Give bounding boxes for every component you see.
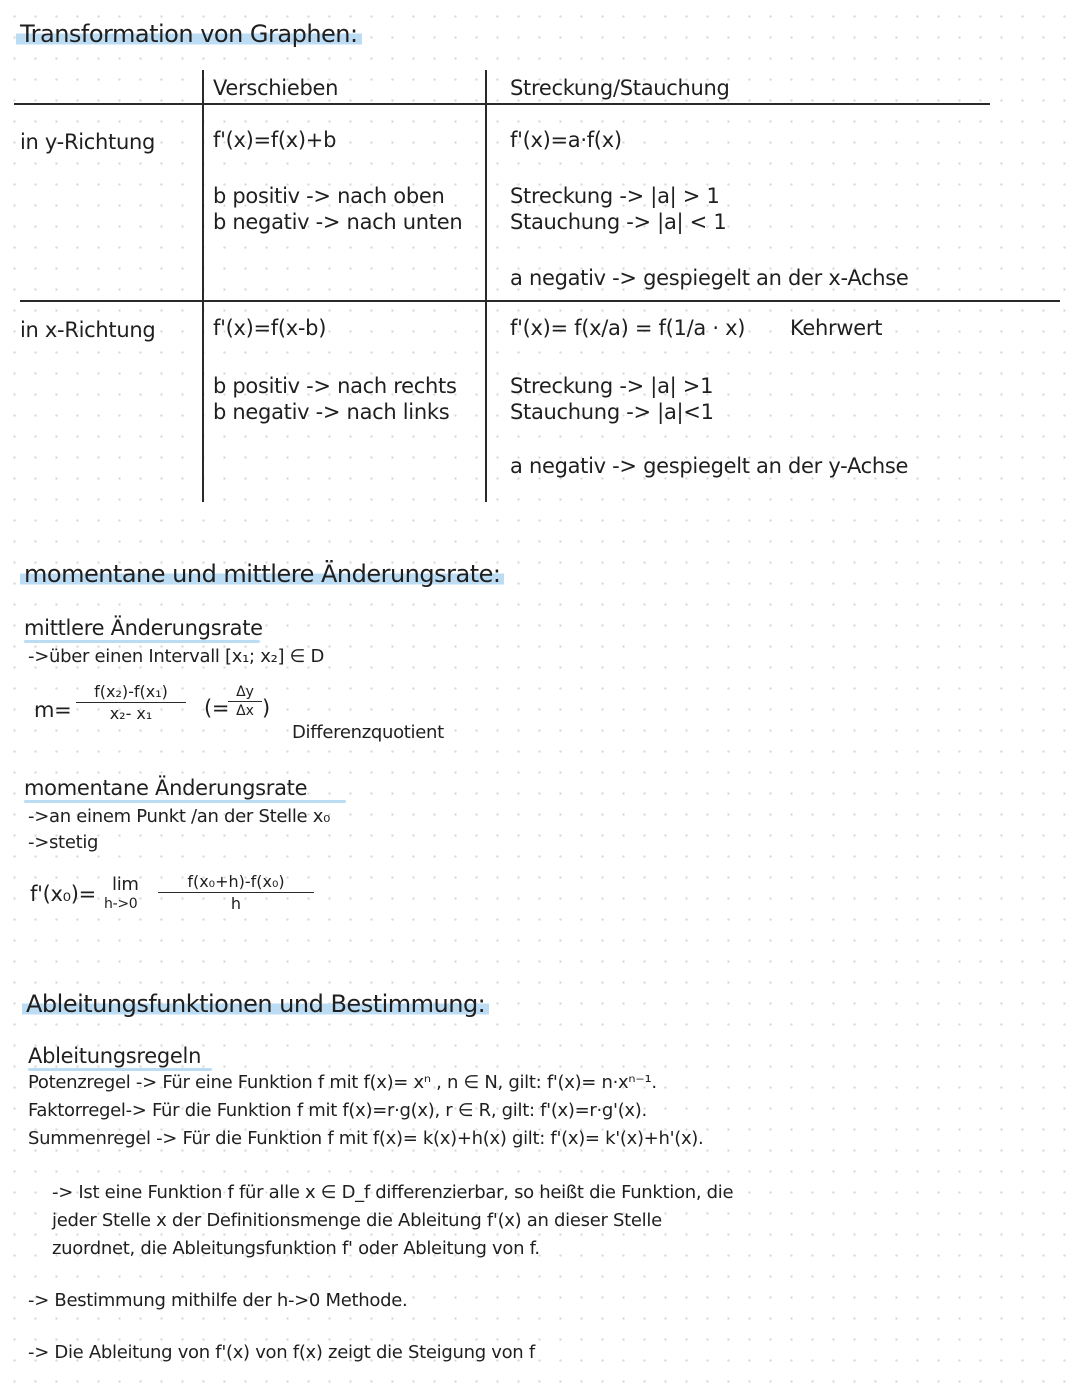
avg-rate-title: mittlere Änderungsrate <box>24 616 263 640</box>
kehrwert-label: Kehrwert <box>790 316 883 340</box>
rules-title: Ableitungsregeln <box>28 1044 202 1068</box>
table-header-rule <box>14 103 990 105</box>
limit-lhs: f'(x₀)= <box>30 882 96 906</box>
inst-rate-title: momentane Änderungsrate <box>24 776 308 800</box>
col-header-shift: Verschieben <box>213 76 339 100</box>
avg-rate-desc: ->über einen Intervall [x₁; x₂] ∈ D <box>28 646 325 667</box>
inst-rate-underline <box>24 800 346 803</box>
m-paren-open: (= <box>204 696 230 720</box>
m-fraction-bar <box>76 702 186 703</box>
definition-line-3: zuordnet, die Ableitungsfunktion f' oder Ableitung von f. <box>52 1238 540 1259</box>
x-shift-negative: b negativ -> nach links <box>213 400 450 424</box>
limit-fraction <box>158 872 314 913</box>
y-stretch-formula: f'(x)=a·f(x) <box>510 128 622 152</box>
col-header-stretch: Streckung/Stauchung <box>510 76 730 100</box>
y-shift-negative: b negativ -> nach unten <box>213 210 463 234</box>
power-rule: Potenzregel -> Für eine Funktion f mit f(x)= xⁿ , n ∈ N, gilt: f'(x)= n·xⁿ⁻¹. <box>28 1072 657 1093</box>
inst-rate-desc-1: ->an einem Punkt /an der Stelle x₀ <box>28 806 330 827</box>
heading-derivatives: Ableitungsfunktionen und Bestimmung: <box>22 990 489 1018</box>
y-shift-formula: f'(x)=f(x)+b <box>213 128 337 152</box>
table-row-rule <box>20 300 1060 302</box>
x-stretch-lt: Stauchung -> |a|<1 <box>510 400 714 424</box>
slope-note: -> Die Ableitung von f'(x) von f(x) zeigt die Steigung von f <box>28 1342 535 1363</box>
y-stretch-lt: Stauchung -> |a| < 1 <box>510 210 727 234</box>
m-denominator: x₂- x₁ <box>109 704 153 723</box>
y-shift-positive: b positiv -> nach oben <box>213 184 445 208</box>
m-fraction <box>76 682 186 723</box>
m-paren-close: ) <box>262 696 270 720</box>
x-mirror-note: a negativ -> gespiegelt an der y-Achse <box>510 454 909 478</box>
table-col-rule-2 <box>485 70 487 502</box>
x-shift-positive: b positiv -> nach rechts <box>213 374 457 398</box>
row-label-y: in y-Richtung <box>20 130 156 154</box>
limit-subscript: h->0 <box>104 896 138 912</box>
definition-line-1: -> Ist eine Funktion f für alle x ∈ D_f differenzierbar, so heißt die Funktion, die <box>52 1182 734 1203</box>
sum-rule: Summenregel -> Für die Funktion f mit f(x)= k(x)+h(x) gilt: f'(x)= k'(x)+h'(x). <box>28 1128 704 1149</box>
limit-numerator: f(x₀+h)-f(x₀) <box>187 872 285 891</box>
rules-underline <box>28 1068 212 1071</box>
h-method-note: -> Bestimmung mithilfe der h->0 Methode. <box>28 1290 408 1311</box>
limit-word: lim <box>112 874 139 895</box>
m-equals: m= <box>34 698 72 722</box>
limit-fraction-bar <box>158 892 314 893</box>
difference-quotient-label: Differenzquotient <box>292 722 444 743</box>
x-stretch-gt: Streckung -> |a| >1 <box>510 374 714 398</box>
heading-rates: momentane und mittlere Änderungsrate: <box>20 560 504 588</box>
heading-transformation: Transformation von Graphen: <box>16 20 362 48</box>
dx: Δx <box>236 703 254 719</box>
dy: Δy <box>236 684 254 700</box>
y-stretch-gt: Streckung -> |a| > 1 <box>510 184 720 208</box>
dy-dx-bar <box>228 701 262 702</box>
limit-denominator: h <box>230 894 242 913</box>
m-numerator: f(x₂)-f(x₁) <box>94 682 168 701</box>
row-label-x: in x-Richtung <box>20 318 156 342</box>
y-mirror-note: a negativ -> gespiegelt an der x-Achse <box>510 266 909 290</box>
table-col-rule-1 <box>202 70 204 502</box>
x-stretch-formula: f'(x)= f(x/a) = f(1/a · x) <box>510 316 746 340</box>
inst-rate-desc-2: ->stetig <box>28 832 99 853</box>
avg-rate-underline <box>24 640 260 643</box>
factor-rule: Faktorregel-> Für die Funktion f mit f(x)=r·g(x), r ∈ R, gilt: f'(x)=r·g'(x). <box>28 1100 647 1121</box>
dy-dx-fraction <box>228 684 262 719</box>
x-shift-formula: f'(x)=f(x-b) <box>213 316 327 340</box>
definition-line-2: jeder Stelle x der Definitionsmenge die Ableitung f'(x) an dieser Stelle <box>52 1210 662 1231</box>
